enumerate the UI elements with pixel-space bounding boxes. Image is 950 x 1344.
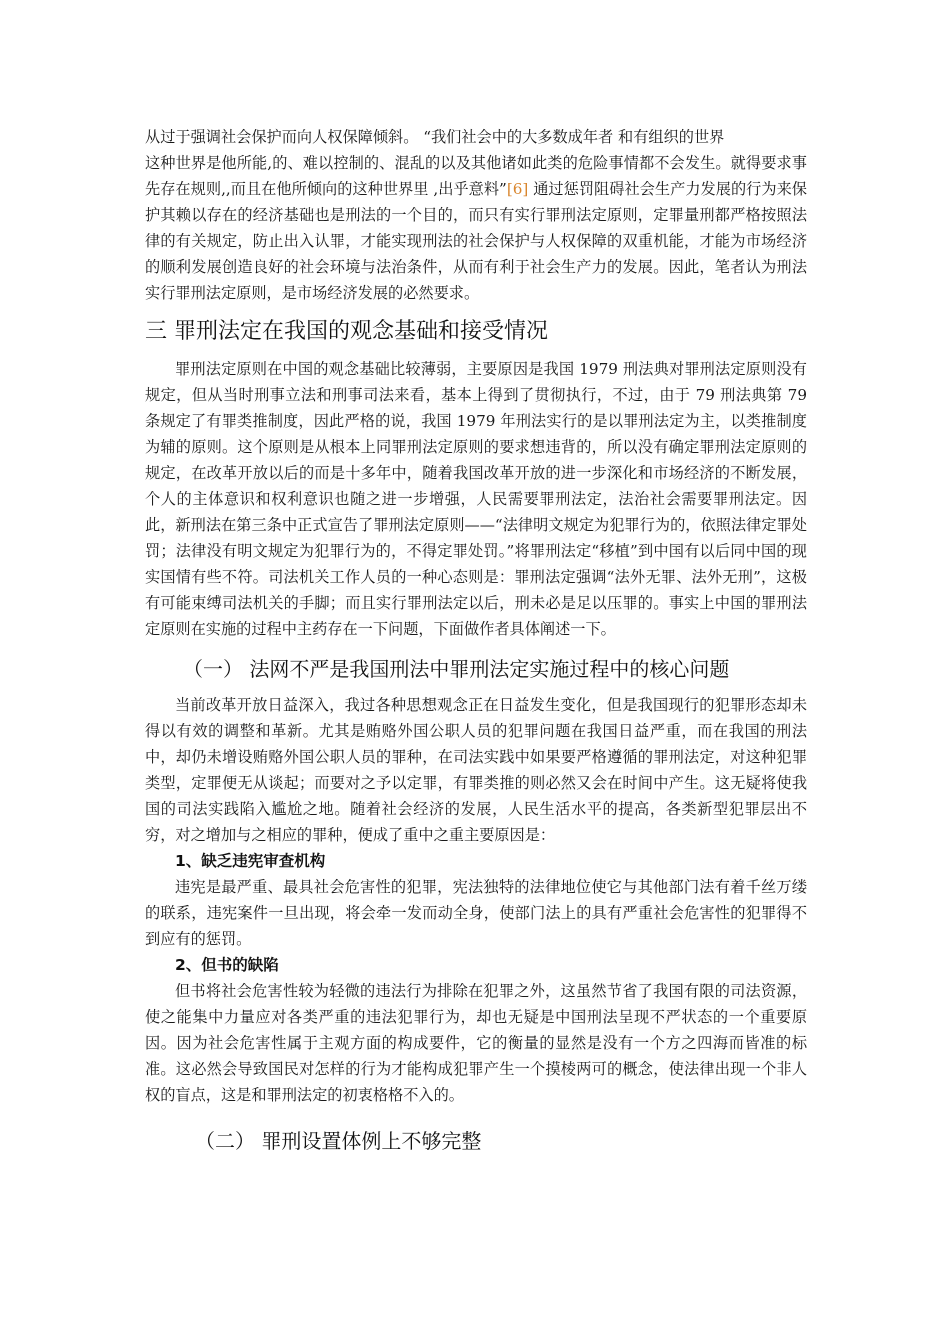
section-3-paragraph: 罪刑法定原则在中国的观念基础比较薄弱，主要原因是我国 1979 刑法典对罪刑法定原则没有规定，但从当时刑事立法和刑事司法来看，基本上得到了贯彻执行，不过，由于 79 刑法典第 79 条规定了有罪类推制度，因此严格的说，我国 1979 年刑法实行的是以罪刑法定为主，以类推制度为辅的原则。这个原则是从根本上同罪刑法定原则的要求想违背的，所以没有确定罪刑法定原则的规定，在改革开放以后的而是十多年中，随着我国改革开放的进一步深化和市场经济的不断发展，个人的主体意识和权利意识也随之进一步增强，人民需要罪刑法定，法治社会需要罪刑法定。因此，新刑法在第三条中正式宣告了罪刑法定原则——“法律明文规定为犯罪行为的，依照法律定罪处罚；法律没有明文规定为犯罪行为的，不得定罪处罚。”将罪刑法定“移植”到中国有以后同中国的现实国情有些不符。司法机关工作人员的一种心态则是：罪刑法定强调“法外无罪、法外无刑”，这极有可能束缚司法机关的手脚；而且实行罪刑法定以后，刑未必是足以压罪的。事实上中国的罪刑法定原则在实施的过程中主药存在一下问题，下面做作者具体阐述一下。 [145,360,807,638]
subsection-1-paragraph: 当前改革开放日益深入，我过各种思想观念正在日益发生变化，但是我国现行的犯罪形态却未得以有效的调整和革新。尤其是贿赂外国公职人员的犯罪问题在我国日益严重，而在我国的刑法中，却仍未增设贿赂外国公职人员的罪种，在司法实践中如果要严格遵循的罪刑法定，对这种犯罪类型，定罪便无从谈起；而要对之予以定罪，有罪类推的则必然又会在时间中产生。这无疑将使我国的司法实践陷入尴尬之地。随着社会经济的发展，人民生活水平的提高，各类新型犯罪层出不穷，对之增加与之相应的罪种，便成了重中之重主要原因是： [145,696,807,844]
item-2-paragraph: 但书将社会危害性较为轻微的违法行为排除在犯罪之外，这虽然节省了我国有限的司法资源，使之能集中力量应对各类严重的违法犯罪行为，却也无疑是中国刑法呈现不严状态的一个重要原因。因为社会危害性属于主观方面的构成要件，它的衡量的显然是没有一个方之四海而皆准的标准。这必然会导致国民对怎样的行为才能构成犯罪产生一个摸棱两可的概念，使法律出现一个非人权的盲点，这是和罪刑法定的初衷格格不入的。 [145,982,807,1104]
subsection-2-heading: （二） 罪刑设置体例上不够完整 [195,1129,482,1153]
reference-link[interactable]: [6] [506,180,529,198]
item-1-paragraph: 违宪是最严重、最具社会危害性的犯罪，宪法独特的法律地位使它与其他部门法有着千丝万缕的联系，违宪案件一旦出现，将会牵一发而动全身，使部门法上的具有严重社会危害性的犯罪得不到应有的惩罚。 [145,878,807,948]
intro-text-after-ref: 通过惩罚阻碍社会生产力发展的行为来保护其赖以存在的经济基础也是刑法的一个目的，而只有实行罪刑法定原则，定罪量刑都严格按照法律的有关规定，防止出入认罪，才能实现刑法的社会保护与人权保障的双重机能，才能为市场经济的顺利发展创造良好的社会环境与法治条件，从而有利于社会生产力的发展。因此，笔者认为刑法实行罪刑法定原则，是市场经济发展的必然要求。 [145,180,807,302]
section-3-heading: 三 罪刑法定在我国的观念基础和接受情况 [145,319,548,344]
intro-line1: 从过于强调社会保护而向人权保障倾斜。 “我们社会中的大多数成年者 和有组织的世界 [145,128,725,146]
intro-text-before-ref: 这种世界是他所能,的、难以控制的、混乱的以及其他诸如此类的危险事情都不会发生。就得要求事先存在规则,,而且在他所倾向的这种世界里 ,出乎意料” [145,154,807,198]
item-2-heading: 2、但书的缺陷 [175,956,279,974]
intro-paragraph [145,124,807,306]
document-page [145,124,807,1164]
subsection-1-heading: （一） 法网不严是我国刑法中罪刑法定实施过程中的核心问题 [183,657,730,681]
item-1-heading: 1、缺乏违宪审查机构 [175,852,326,870]
